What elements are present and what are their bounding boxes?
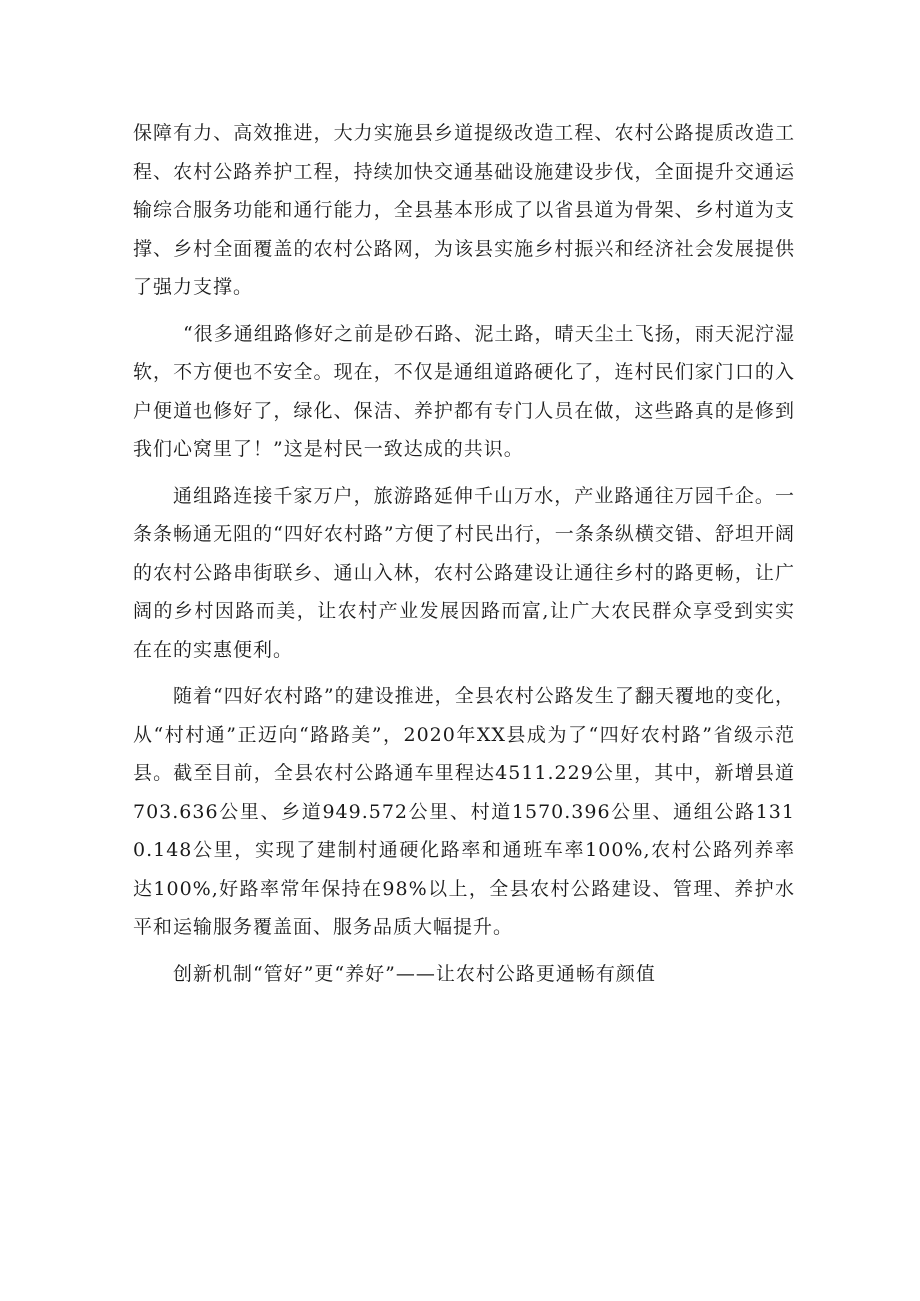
document-body <box>133 114 795 993</box>
paragraph-statistics: 随着“四好农村路”的建设推进，全县农村公路发生了翻天覆地的变化，从“村村通”正迈向“路路美”，2020年XX县成为了“四好农村路”省级示范县。截至目前，全县农村公路通车里程达4511.229公里，其中，新增县道703.636公里、乡道949.572公里、村道1570.396公里、通组公路1310.148公里，实现了建制村通硬化路率和通班车率100%,农村公路列养率达100%,好路率常年保持在98%以上，全县农村公路建设、管理、养护水平和运输服务覆盖面、服务品质大幅提升。 <box>133 685 795 938</box>
paragraph-infrastructure: 保障有力、高效推进，大力实施县乡道提级改造工程、农村公路提质改造工程、农村公路养护工程，持续加快交通基础设施建设步伐，全面提升交通运输综合服务功能和通行能力，全县基本形成了以省县道为骨架、乡村道为支撑、乡村全面覆盖的农村公路网，为该县实施乡村振兴和经济社会发展提供了强力支撑。 <box>133 122 795 298</box>
paragraph-road-benefits: 通组路连接千家万户，旅游路延伸千山万水，产业路通往万园千企。一条条畅通无阻的“四好农村路”方便了村民出行，一条条纵横交错、舒坦开阔的农村公路串街联乡、通山入林，农村公路建设让通往乡村的路更畅，让广阔的乡村因路而美，让农村产业发展因路而富,让广大农民群众享受到实实在在的实惠便利。 <box>133 484 795 661</box>
section-subheading: 创新机制“管好”更“养好”——让农村公路更通畅有颜值 <box>173 962 656 985</box>
paragraph-villager-quote: “很多通组路修好之前是砂石路、泥土路，晴天尘土飞扬，雨天泥泞湿软，不方便也不安全。现在，不仅是通组道路硬化了，连村民们家门口的入户便道也修好了，绿化、保洁、养护都有专门人员在做，这些路真的是修到我们心窝里了！”这是村民一致达成的共识。 <box>133 322 795 460</box>
